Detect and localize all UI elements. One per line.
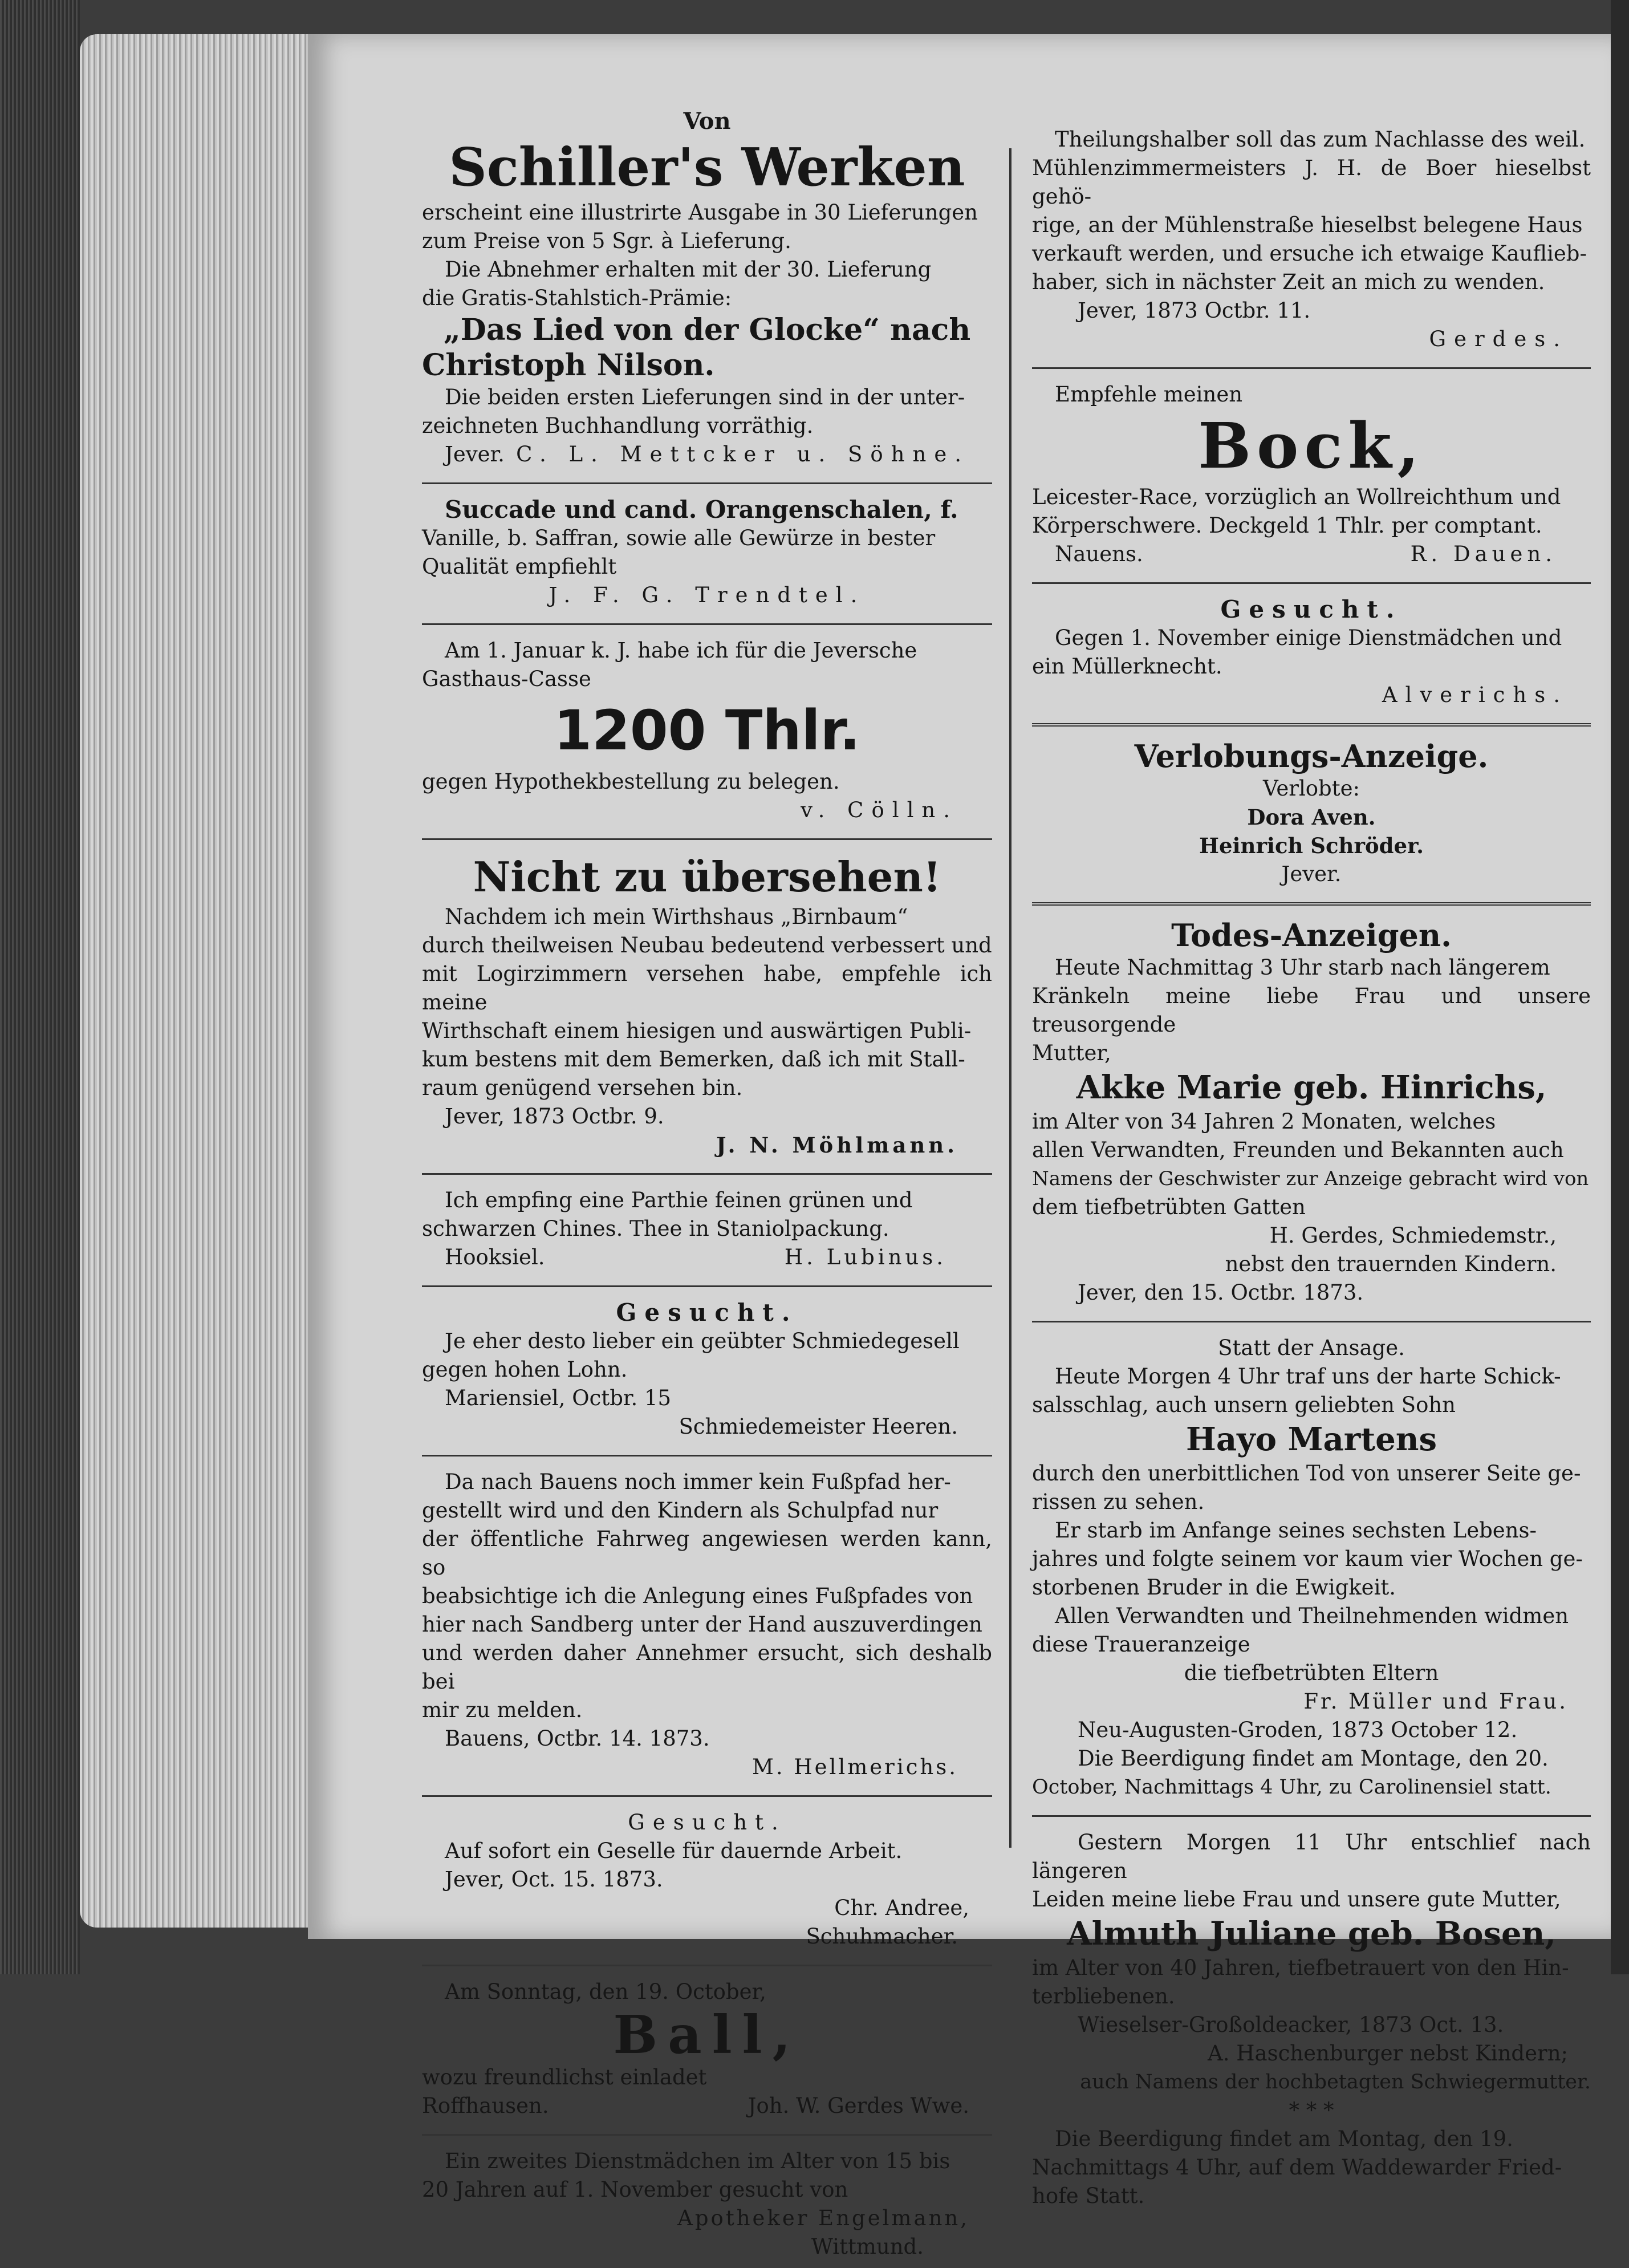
ad-line: Jever. bbox=[1281, 862, 1342, 886]
ad-ball bbox=[422, 1973, 992, 2127]
ad-nicht bbox=[422, 847, 992, 1166]
ad-todes-hayo bbox=[1032, 1329, 1591, 1808]
ad-fusspfad bbox=[422, 1463, 992, 1788]
ad-date: Wieselser-Großoldeacker, 1873 Oct. 13. bbox=[1078, 2013, 1504, 2037]
ad-signature-row bbox=[1032, 540, 1591, 569]
divider bbox=[422, 1965, 992, 1966]
ad-line: Succade und cand. Orangenschalen, f. bbox=[445, 496, 958, 524]
ad-line: Gasthaus-Casse bbox=[422, 667, 591, 691]
ad-line: Nachmittags 4 Uhr, auf dem Waddewarder Fried- bbox=[1032, 2155, 1562, 2180]
ad-line: Je eher desto lieber ein geübter Schmiedegesell bbox=[445, 1329, 960, 1353]
divider bbox=[1032, 582, 1591, 584]
ad-name: Akke Marie geb. Hinrichs, bbox=[1076, 1069, 1547, 1106]
ad-signature-row bbox=[422, 2092, 992, 2120]
ad-line: ein Müllerknecht. bbox=[1032, 654, 1222, 679]
ad-line: dem tiefbetrübten Gatten bbox=[1032, 1195, 1306, 1219]
ad-place: Jever. bbox=[445, 442, 505, 466]
ad-signature: H. Gerdes, Schmiedemstr., bbox=[1269, 1223, 1557, 1248]
ad-title: Gesucht. bbox=[1220, 595, 1403, 623]
ad-signature: v. Cölln. bbox=[801, 798, 958, 822]
ad-signature: Joh. W. Gerdes Wwe. bbox=[748, 2093, 969, 2118]
ad-line: Körperschwere. Deckgeld 1 Thlr. per comptant. bbox=[1032, 513, 1542, 538]
ad-line: Am 1. Januar k. J. habe ich für die Jeversche bbox=[445, 638, 917, 663]
ad-title: Schiller's Werken bbox=[449, 136, 965, 198]
ad-title: Gesucht. bbox=[616, 1299, 798, 1326]
ad-line: rissen zu sehen. bbox=[1032, 1490, 1205, 1514]
divider bbox=[422, 838, 992, 840]
ad-line: verkauft werden, und ersuche ich etwaige Kauflieb- bbox=[1032, 241, 1587, 266]
ad-signature: C. L. Mettcker u. Söhne. bbox=[516, 442, 969, 466]
ad-line: gegen hohen Lohn. bbox=[422, 1357, 628, 1382]
ad-subtitle: Christoph Nilson. bbox=[422, 348, 715, 383]
ad-signature-row bbox=[422, 1243, 992, 1272]
ad-signature: die tiefbetrübten Eltern bbox=[1184, 1661, 1439, 1685]
ad-line: Die Beerdigung findet am Montage, den 20. bbox=[1078, 1746, 1549, 1771]
column-divider bbox=[1009, 148, 1011, 1848]
ad-line: diese Traueranzeige bbox=[1032, 1632, 1250, 1657]
ad-line: mir zu melden. bbox=[422, 1698, 583, 1722]
ad-separator-stars: * * * bbox=[1289, 2098, 1334, 2123]
divider bbox=[422, 1455, 992, 1456]
left-column bbox=[422, 103, 992, 2268]
divider bbox=[1032, 902, 1591, 906]
ad-line: durch den unerbittlichen Tod von unserer Seite ge- bbox=[1032, 1461, 1581, 1486]
ad-amount: 1200 Thlr. bbox=[554, 699, 860, 762]
ad-line: hofe Statt. bbox=[1032, 2184, 1145, 2208]
divider bbox=[422, 1173, 992, 1175]
ad-title: Ball, bbox=[613, 2004, 801, 2066]
ad-line: terbliebenen. bbox=[1032, 1984, 1175, 2009]
ad-title: Todes-Anzeigen. bbox=[1171, 917, 1452, 954]
ad-date: Jever, den 15. Octbr. 1873. bbox=[1078, 1280, 1364, 1305]
ad-signature: Gerdes. bbox=[1429, 327, 1568, 351]
ad-date: Jever, 1873 Octbr. 9. bbox=[445, 1104, 664, 1129]
ad-signature: auch Namens der hochbetagten Schwiegermutter. bbox=[1080, 2071, 1591, 2093]
ad-signature: Schuhmacher. bbox=[806, 1924, 958, 1949]
ad-signature: R. Dauen. bbox=[1410, 542, 1557, 566]
ad-todes-akke bbox=[1032, 912, 1591, 1314]
ad-title: Verlobungs-Anzeige. bbox=[1134, 738, 1489, 774]
ad-subtitle: „Das Lied von der Glocke“ nach bbox=[443, 313, 971, 347]
ad-line: Gegen 1. November einige Dienstmädchen und bbox=[1055, 626, 1562, 650]
page-stack bbox=[80, 34, 319, 1928]
ad-line: zum Preise von 5 Sgr. à Lieferung. bbox=[422, 229, 791, 253]
ad-date: Neu-Augusten-Groden, 1873 October 12. bbox=[1078, 1718, 1518, 1742]
ad-title: Bock, bbox=[1198, 409, 1425, 482]
divider bbox=[422, 482, 992, 484]
ad-line: Statt der Ansage. bbox=[1218, 1336, 1405, 1360]
ad-line: Da nach Bauens noch immer kein Fußpfad her- bbox=[445, 1470, 951, 1494]
right-shadow bbox=[1611, 0, 1629, 1974]
ad-title: Nicht zu übersehen! bbox=[473, 853, 941, 901]
ad-thlr bbox=[422, 632, 992, 831]
ad-date: Jever, 1873 Octbr. 11. bbox=[1078, 298, 1311, 323]
ad-name: Almuth Juliane geb. Bosen, bbox=[1067, 1915, 1556, 1953]
ad-bock bbox=[1032, 376, 1591, 575]
ad-signature: M. Hellmerichs. bbox=[751, 1755, 958, 1779]
ad-line: wozu freundlichst einladet bbox=[422, 2065, 707, 2090]
ad-signature: Apotheker Engelmann, bbox=[677, 2206, 969, 2230]
ad-line: allen Verwandten, Freunden und Bekannten auch bbox=[1032, 1138, 1564, 1162]
ad-signature: H. Lubinus. bbox=[784, 1245, 946, 1269]
ad-line: Heute Nachmittag 3 Uhr starb nach längerem bbox=[1055, 955, 1550, 980]
ad-signature: Wittmund. bbox=[811, 2234, 924, 2259]
divider bbox=[422, 1795, 992, 1797]
divider bbox=[1032, 1321, 1591, 1322]
ad-date: Bauens, Octbr. 14. 1873. bbox=[445, 1726, 710, 1751]
ad-line: Nachdem ich mein Wirthshaus „Birnbaum“ bbox=[445, 904, 908, 929]
ad-line: Er starb im Anfange seines sechsten Lebens- bbox=[1055, 1518, 1537, 1543]
ad-line: rige, an der Mühlenstraße hieselbst belegene Haus bbox=[1032, 213, 1583, 237]
right-column bbox=[1032, 103, 1591, 2217]
divider bbox=[422, 623, 992, 625]
ad-line: storbenen Bruder in die Ewigkeit. bbox=[1032, 1575, 1396, 1600]
ad-line: Ein zweites Dienstmädchen im Alter von 15 bis bbox=[445, 2149, 950, 2173]
ad-date: Jever, Oct. 15. 1873. bbox=[445, 1867, 663, 1892]
ad-signature-row bbox=[422, 440, 992, 469]
ad-line: gestellt wird und den Kindern als Schulpfad nur bbox=[422, 1498, 939, 1523]
ad-line: Auf sofort ein Geselle für dauernde Arbeit. bbox=[445, 1839, 903, 1863]
ad-signature: J. F. G. Trendtel. bbox=[549, 583, 866, 607]
ad-line: Vanille, b. Saffran, sowie alle Gewürze in bester bbox=[422, 526, 936, 550]
ad-signature: J. N. Möhlmann. bbox=[716, 1133, 958, 1158]
ad-signature: nebst den trauernden Kindern. bbox=[1225, 1252, 1557, 1276]
ad-line: hier nach Sandberg unter der Hand auszuverdingen bbox=[422, 1612, 982, 1637]
ad-gesucht-dienst bbox=[1032, 591, 1591, 716]
ad-line: Wirthschaft einem hiesigen und auswärtigen Publi- bbox=[422, 1019, 972, 1043]
ad-line: Kränkeln meine liebe Frau und unsere treusorgende bbox=[1032, 984, 1591, 1037]
ad-signature: Alverichs. bbox=[1382, 683, 1568, 707]
ad-line: schwarzen Chines. Thee in Staniolpackung. bbox=[422, 1216, 889, 1241]
ad-line: Namens der Geschwister zur Anzeige gebracht wird von bbox=[1032, 1167, 1589, 1190]
ad-signature: A. Haschenburger nebst Kindern; bbox=[1208, 2041, 1568, 2066]
ad-place: Nauens. bbox=[1055, 542, 1143, 566]
ad-line: Verlobte: bbox=[1263, 776, 1360, 801]
ad-line: Die Abnehmer erhalten mit der 30. Lieferung bbox=[445, 257, 932, 282]
ad-date: Mariensiel, Octbr. 15 bbox=[445, 1386, 672, 1410]
ad-line: Dora Aven. bbox=[1247, 805, 1376, 830]
ad-line: Mühlenzimmermeisters J. H. de Boer hieselbst gehö- bbox=[1032, 156, 1591, 209]
ad-line: erscheint eine illustrirte Ausgabe in 30 Lieferungen bbox=[422, 200, 978, 225]
ad-line: Am Sonntag, den 19. October, bbox=[445, 1979, 766, 2004]
ad-von: Von bbox=[683, 108, 731, 135]
ad-line: beabsichtige ich die Anlegung eines Fußpfades von bbox=[422, 1584, 973, 1608]
ad-line: Die Beerdigung findet am Montag, den 19. bbox=[1055, 2127, 1513, 2151]
book-edge bbox=[0, 0, 80, 1974]
ad-teilung bbox=[1032, 103, 1591, 360]
ad-line: Qualität empfiehlt bbox=[422, 554, 617, 579]
ad-line: kum bestens mit dem Bemerken, daß ich mit Stall- bbox=[422, 1047, 965, 1072]
divider bbox=[1032, 723, 1591, 727]
ad-schiller bbox=[422, 103, 992, 476]
ad-line: Ich empfing eine Parthie feinen grünen und bbox=[445, 1188, 913, 1212]
ad-gesucht-schmied bbox=[422, 1294, 992, 1448]
ad-gesucht-geselle bbox=[422, 1804, 992, 1958]
ad-line: Leiden meine liebe Frau und unsere gute Mutter, bbox=[1032, 1887, 1561, 1912]
divider bbox=[1032, 367, 1591, 369]
ad-title: Gesucht. bbox=[628, 1810, 786, 1835]
ad-line: und werden daher Annehmer ersucht, sich deshalb bei bbox=[422, 1641, 992, 1694]
ad-dienstmaedchen bbox=[422, 2143, 992, 2268]
ad-line: Heute Morgen 4 Uhr traf uns der harte Schick- bbox=[1055, 1364, 1561, 1389]
ad-line: haber, sich in nächster Zeit an mich zu wenden. bbox=[1032, 270, 1545, 294]
ad-line: die Gratis-Stahlstich-Prämie: bbox=[422, 286, 732, 310]
ad-line: der öffentliche Fahrweg angewiesen werden kann, so bbox=[422, 1527, 992, 1580]
ad-line: Allen Verwandten und Theilnehmenden widmen bbox=[1055, 1604, 1569, 1628]
ad-place: Hooksiel. bbox=[445, 1245, 545, 1269]
ad-line: Empfehle meinen bbox=[1055, 382, 1243, 407]
ad-line: Gestern Morgen 11 Uhr entschlief nach längeren bbox=[1032, 1830, 1591, 1883]
ad-line: Heinrich Schröder. bbox=[1199, 833, 1424, 858]
ad-line: gegen Hypothekbestellung zu belegen. bbox=[422, 769, 840, 794]
ad-signature: Schmiedemeister Heeren. bbox=[679, 1414, 958, 1439]
ad-line: im Alter von 40 Jahren, tiefbetrauert von den Hin- bbox=[1032, 1955, 1569, 1980]
ad-line: Mutter, bbox=[1032, 1041, 1111, 1065]
ad-line: Leicester-Race, vorzüglich an Wollreichthum und bbox=[1032, 485, 1561, 509]
ad-thee bbox=[422, 1182, 992, 1279]
ad-line: zeichneten Buchhandlung vorräthig. bbox=[422, 413, 814, 438]
ad-place: Roffhausen. bbox=[422, 2093, 549, 2118]
ad-todes-almuth bbox=[1032, 1824, 1591, 2217]
ad-line: jahres und folgte seinem vor kaum vier Wochen ge- bbox=[1032, 1547, 1583, 1571]
ad-line: 20 Jahren auf 1. November gesucht von bbox=[422, 2177, 848, 2202]
divider bbox=[1032, 1815, 1591, 1817]
ad-verlobung bbox=[1032, 733, 1591, 895]
ad-line: salsschlag, auch unsern geliebten Sohn bbox=[1032, 1393, 1456, 1417]
divider bbox=[422, 1285, 992, 1287]
ad-succade bbox=[422, 491, 992, 616]
ad-line: im Alter von 34 Jahren 2 Monaten, welches bbox=[1032, 1109, 1496, 1134]
ad-line: Theilungshalber soll das zum Nachlasse des weil. bbox=[1055, 127, 1586, 152]
divider bbox=[422, 2134, 992, 2136]
ad-name: Hayo Martens bbox=[1185, 1421, 1437, 1458]
ad-line: raum genügend versehen bin. bbox=[422, 1076, 743, 1100]
ad-line: mit Logirzimmern versehen habe, empfehle ich meine bbox=[422, 961, 992, 1015]
ad-signature: Chr. Andree, bbox=[834, 1896, 969, 1920]
ad-signature: Fr. Müller und Frau. bbox=[1303, 1689, 1568, 1714]
ad-line: durch theilweisen Neubau bedeutend verbessert und bbox=[422, 933, 992, 957]
ad-line: October, Nachmittags 4 Uhr, zu Carolinensiel statt. bbox=[1032, 1776, 1551, 1799]
ad-line: Die beiden ersten Lieferungen sind in der unter- bbox=[445, 385, 965, 409]
